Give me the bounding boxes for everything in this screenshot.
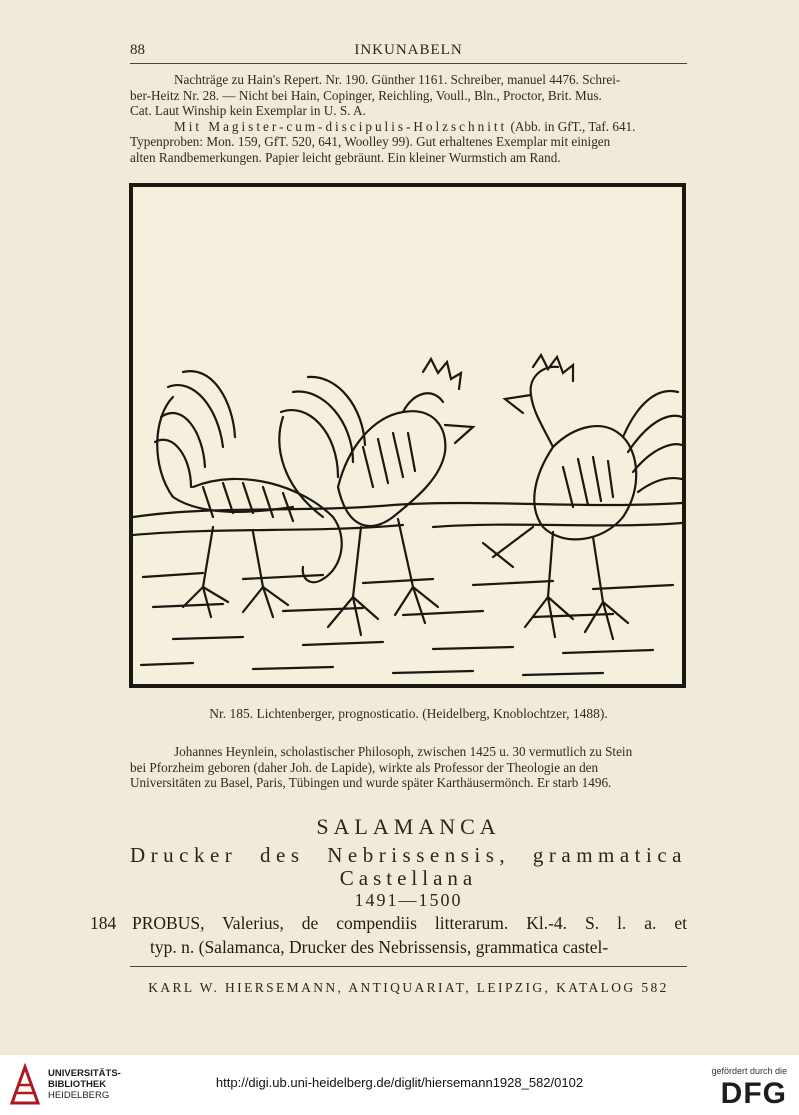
woodcut-drawing (133, 187, 682, 684)
bio-line: bei Pforzheim geboren (daher Joh. de Lapide), wirkte als Professor der Theologie an den (130, 759, 599, 775)
page-number: 88 (130, 42, 145, 58)
page-header (130, 42, 687, 62)
footer-rule (130, 966, 687, 967)
section-subtitle-cont: Castellana (339, 866, 478, 890)
funding-label: gefördert durch die (711, 1066, 787, 1076)
institution-line: UNIVERSITÄTS- (48, 1068, 121, 1079)
intro-line: ber-Heitz Nr. 28. — Nicht bei Hain, Copinger, Reichling, Voull., Bln., Proctor, Brit. Mus. (130, 87, 602, 103)
intro-paragraph (130, 72, 687, 166)
institution-line: BIBLIOTHEK (48, 1079, 107, 1090)
woodcut-reference: Mit Magister-cum-discipulis-Holzschnitt (174, 118, 508, 134)
section-subtitle: Drucker des Nebrissensis, grammatica (130, 843, 687, 867)
figure-caption: Nr. 185. Lichtenberger, prognosticatio. (Heidelberg, Knoblochtzer, 1488). (209, 706, 608, 721)
entry-number: 184 (90, 913, 117, 933)
intro-line: Nachträge zu Hain's Repert. Nr. 190. Günther 1161. Schreiber, manuel 4476. Schrei- (174, 72, 621, 87)
dfg-logo[interactable]: DFG (720, 1077, 787, 1110)
roosters-woodcut-illustration (129, 183, 686, 688)
woodcut-reference-rest: (Abb. in GfT., Taf. 641. (507, 118, 636, 134)
bio-line: Universitäten zu Basel, Paris, Tübingen und wurde später Karthäusermönch. Er starb 1496. (130, 775, 612, 791)
intro-line: alten Randbemerkungen. Papier leicht gebräunt. Ein kleiner Wurmstich am Rand. (130, 149, 561, 165)
intro-line: Typenproben: Mon. 159, GfT. 520, 641, Woolley 99). Gut erhaltenes Exemplar mit einigen (130, 134, 611, 150)
biography-paragraph (130, 744, 687, 791)
catalog-footer: KARL W. HIERSEMANN, ANTIQUARIAT, LEIPZIG, KATALOG 582 (148, 980, 669, 995)
catalog-entry (90, 911, 687, 961)
viewer-bottom-bar (0, 1055, 799, 1115)
entry-text (132, 911, 687, 959)
section-title: SALAMANCA (316, 814, 501, 839)
intro-line: Cat. Laut Winship kein Exemplar in U. S. A. (130, 103, 366, 119)
entry-line: typ. n. (Salamanca, Drucker des Nebrissensis, grammatica castel- (150, 937, 609, 957)
header-rule (130, 63, 687, 64)
permalink-url[interactable]: http://digi.ub.uni-heidelberg.de/diglit/hiersemann1928_582/0102 (215, 1075, 584, 1090)
section-years: 1491—1500 (354, 890, 463, 910)
bio-line: Johannes Heynlein, scholastischer Philosoph, zwischen 1425 u. 30 vermutlich zu Stein (174, 744, 633, 759)
institution-line: HEIDELBERG (48, 1090, 110, 1101)
intro-line (130, 119, 687, 135)
entry-line: PROBUS, Valerius, de compendiis litterarum. Kl.-4. S. l. a. et (132, 913, 687, 933)
running-head: INKUNABELN (354, 42, 463, 58)
